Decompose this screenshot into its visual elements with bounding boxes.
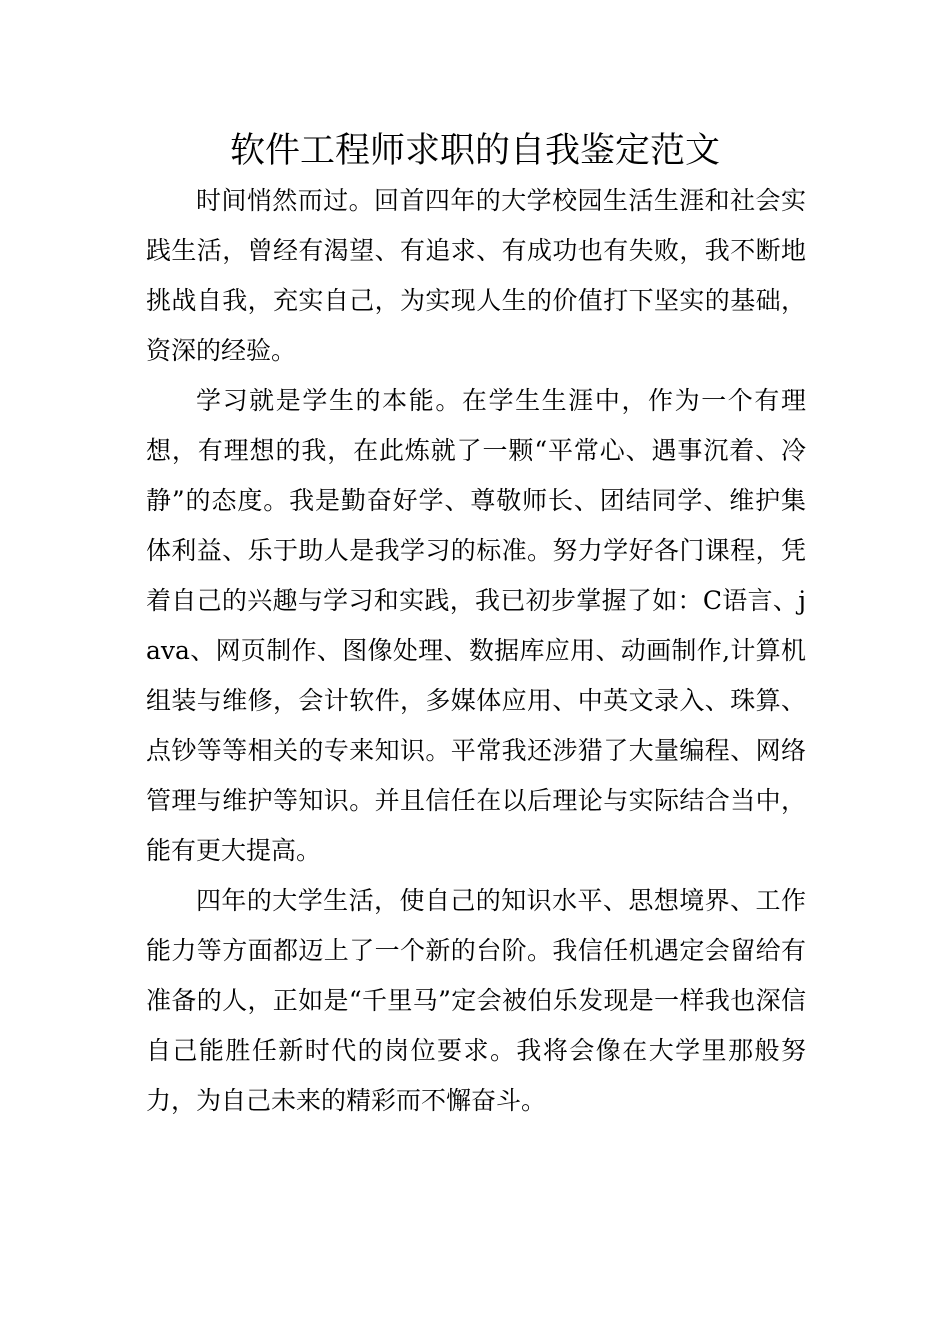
document-body (146, 176, 806, 1126)
paragraph-3: 四年的大学生活，使自己的知识水平、思想境界、工作能力等方面都迈上了一个新的台阶。我信任机遇定会留给有准备的人，正如是“千里马”定会被伯乐发现是一样我也深信自己能胜任新时代的岗位要求。我将会像在大学里那般努力，为自己未来的精彩而不懈奋斗。 (146, 886, 806, 1115)
paragraph-1: 时间悄然而过。回首四年的大学校园生活生涯和社会实践生活，曾经有渴望、有追求、有成功也有失败，我不断地挑战自我，充实自己，为实现人生的价值打下坚实的基础，资深的经验。 (146, 186, 806, 365)
document-title: 软件工程师求职的自我鉴定范文 (229, 131, 720, 171)
paragraph-2: 学习就是学生的本能。在学生生涯中，作为一个有理想，有理想的我，在此炼就了一颗“平常心、遇事沉着、冷静”的态度。我是勤奋好学、尊敬师长、团结同学、维护集体利益、乐于助人是我学习的标准。努力学好各门课程，凭着自己的兴趣与学习和实践，我已初步掌握了如：C语言、java、网页制作、图像处理、数据库应用、动画制作,计算机组装与维修，会计软件，多媒体应用、中英文录入、珠算、点钞等等相关的专来知识。平常我还涉猎了大量编程、网络管理与维护等知识。并且信任在以后理论与实际结合当中，能有更大提高。 (146, 386, 806, 865)
